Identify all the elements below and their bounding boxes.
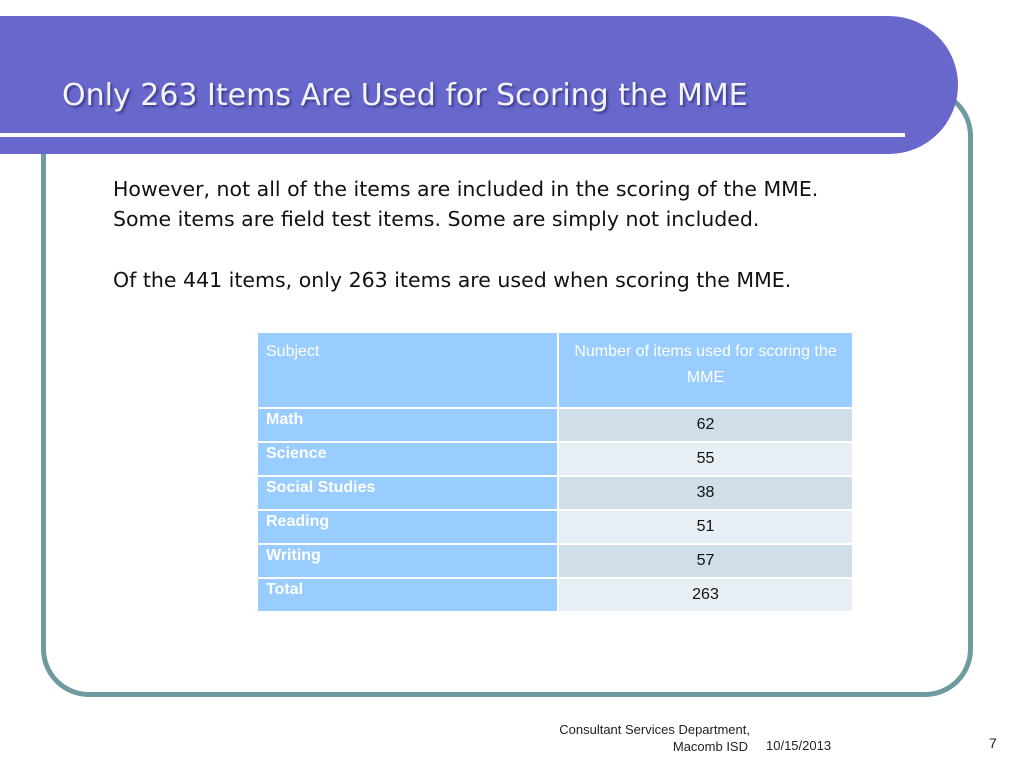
body-line: Of the 441 items, only 263 items are used when scoring the MME. [113,268,792,292]
subject-cell: Writing [257,544,558,578]
body-line: Some items are field test items. Some are simply not included. [113,207,760,231]
footer-text [530,721,750,755]
footer-organization: Macomb ISD [672,739,748,754]
count-cell: 55 [558,442,853,476]
table-header-row [257,332,853,408]
table-row [257,408,853,442]
items-table [256,331,854,613]
subject-cell: Reading [257,510,558,544]
slide-title: Only 263 Items Are Used for Scoring the MME [62,78,748,113]
table-row-total [257,578,853,612]
count-cell: 62 [558,408,853,442]
header-count: Number of items used for scoring the MME [558,332,853,408]
subject-cell: Social Studies [257,476,558,510]
title-divider [0,133,905,137]
footer-department: Consultant Services Department, [559,722,750,737]
footer-date: 10/15/2013 [766,738,832,753]
table-row [257,476,853,510]
header-subject: Subject [257,332,558,408]
page-number: 7 [989,735,997,751]
body-line: However, not all of the items are included in the scoring of the MME. [113,177,819,201]
subject-cell: Science [257,442,558,476]
subject-cell: Total [257,578,558,612]
table-row [257,442,853,476]
count-cell: 263 [558,578,853,612]
subject-cell: Math [257,408,558,442]
count-cell: 57 [558,544,853,578]
body-text [113,174,993,295]
table-row [257,544,853,578]
count-cell: 38 [558,476,853,510]
table-row [257,510,853,544]
count-cell: 51 [558,510,853,544]
